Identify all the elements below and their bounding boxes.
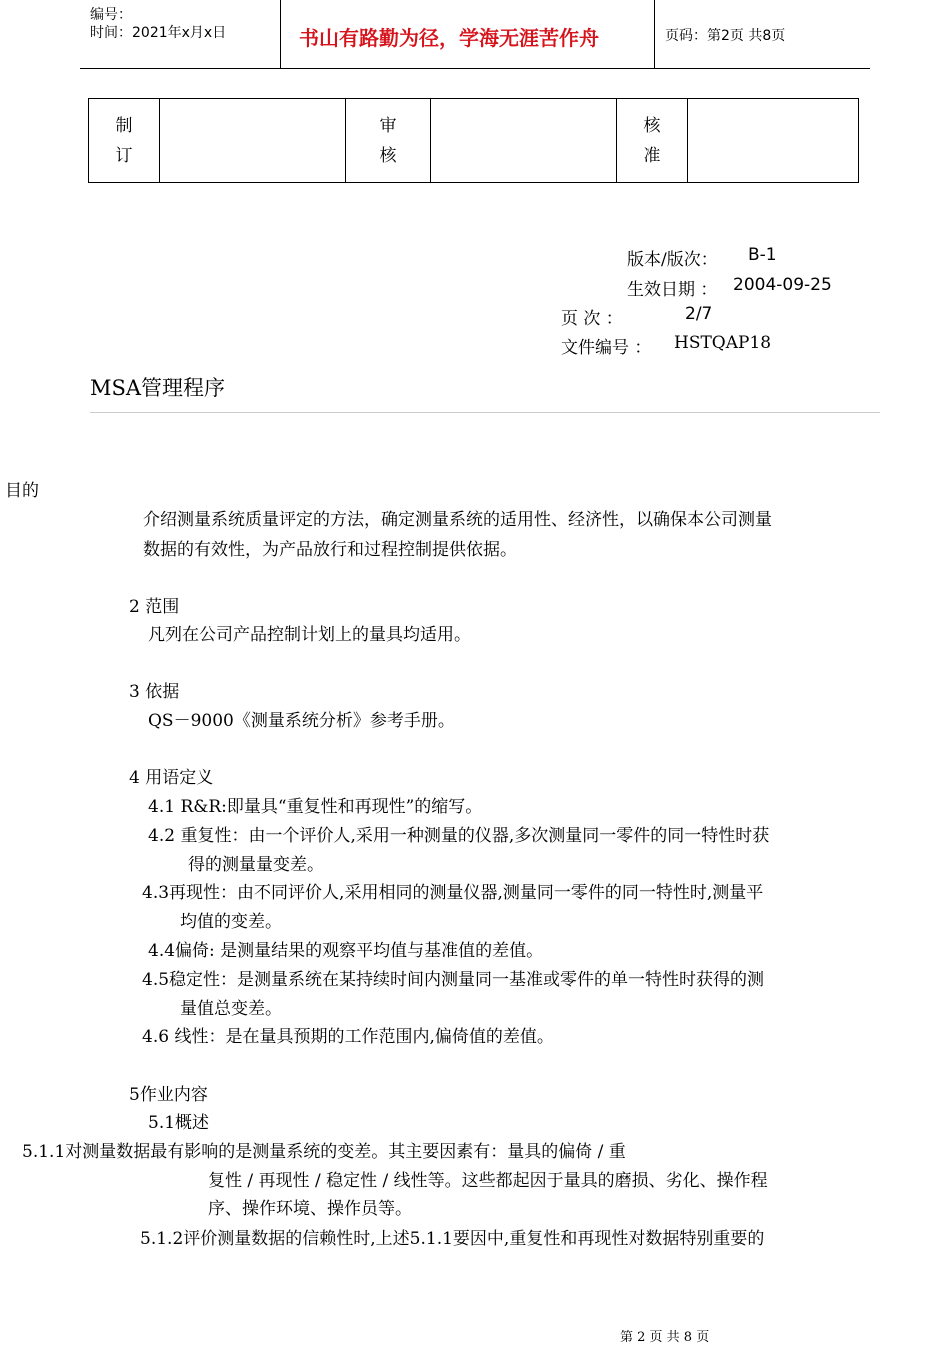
- term-4-1: 4.1 R&R:即量具“重复性和再现性”的缩写。: [148, 797, 483, 817]
- purpose-line-1: 介绍测量系统质量评定的方法，确定测量系统的适用性、经济性，以确保本公司测量: [143, 510, 772, 530]
- term-4-2-line-2: 得的测量量变差。: [188, 855, 324, 875]
- signoff-label-approve: 核 准: [617, 99, 688, 183]
- page-count-value: 2/7: [685, 304, 713, 324]
- signoff-draft-field[interactable]: [160, 99, 346, 183]
- effective-date-label: 生效日期 ：: [627, 280, 718, 300]
- item-5-1-1-line-1: 5.1.1对测量数据最有影响的是测量系统的变差。其主要因素有：量具的偏倚 / 重: [22, 1142, 626, 1162]
- item-5-1-2-line-1: 5.1.2评价测量数据的信赖性时,上述5.1.1要因中,重复性和再现性对数据特别重要的: [140, 1229, 765, 1249]
- header-page-label: 页码：第2页 共8页: [665, 28, 786, 44]
- term-4-4: 4.4偏倚: 是测量结果的观察平均值与基准值的差值。: [148, 941, 544, 961]
- signoff-approve-field[interactable]: [688, 99, 859, 183]
- section-basis-title: 3 依据: [129, 682, 180, 702]
- signoff-label-draft: 制 订: [89, 99, 160, 183]
- term-4-5-line-2: 量值总变差。: [180, 999, 282, 1019]
- doc-number-label: 文件编号 ：: [561, 338, 652, 358]
- title-divider: [90, 412, 880, 413]
- version-value: B-1: [748, 245, 777, 265]
- section-scope-title: 2 范围: [129, 597, 180, 617]
- section-terms-title: 4 用语定义: [129, 768, 214, 788]
- term-4-3-line-1: 4.3再现性：由不同评价人,采用相同的测量仪器,测量同一零件的同一特性时,测量平: [142, 883, 764, 903]
- doc-number-value: HSTQAP18: [674, 333, 772, 353]
- page-header: [80, 0, 870, 69]
- version-label: 版本/版次：: [627, 250, 718, 270]
- basis-text: QS－9000《测量系统分析》参考手册。: [148, 711, 455, 731]
- slogan: 书山有路勤为径，学海无涯苦作舟: [299, 26, 599, 50]
- purpose-line-2: 数据的有效性，为产品放行和过程控制提供依据。: [143, 540, 517, 560]
- signoff-label-review: 审 核: [346, 99, 431, 183]
- term-4-2-line-1: 4.2 重复性：由一个评价人,采用一种测量的仪器,多次测量同一零件的同一特性时获: [148, 826, 770, 846]
- signoff-table: [88, 98, 859, 183]
- header-right-cell: [655, 0, 870, 68]
- item-5-1-1-line-3: 序、操作环境、操作员等。: [208, 1199, 412, 1219]
- header-slogan-cell: [281, 0, 655, 68]
- number-label: 编号：: [90, 7, 132, 23]
- header-left-cell: [80, 0, 281, 68]
- section-purpose-title: 目的: [5, 481, 39, 501]
- effective-date-value: 2004-09-25: [733, 275, 832, 295]
- time-label: 时间：2021年x月x日: [90, 25, 227, 41]
- document-title: MSA管理程序: [90, 376, 226, 400]
- subsection-5-1: 5.1概述: [148, 1113, 210, 1133]
- scope-text: 凡列在公司产品控制计划上的量具均适用。: [148, 625, 471, 645]
- signoff-review-field[interactable]: [431, 99, 617, 183]
- item-5-1-1-line-2: 复性 / 再现性 / 稳定性 / 线性等。这些都起因于量具的磨损、劣化、操作程: [208, 1171, 768, 1191]
- page-count-label: 页 次 ：: [561, 309, 623, 329]
- section-work-title: 5作业内容: [129, 1085, 208, 1105]
- term-4-6: 4.6 线性：是在量具预期的工作范围内,偏倚值的差值。: [142, 1027, 554, 1047]
- term-4-5-line-1: 4.5稳定性：是测量系统在某持续时间内测量同一基准或零件的单一特性时获得的测: [142, 970, 765, 990]
- term-4-3-line-2: 均值的变差。: [180, 912, 282, 932]
- page-footer: 第 2 页 共 8 页: [620, 1330, 710, 1345]
